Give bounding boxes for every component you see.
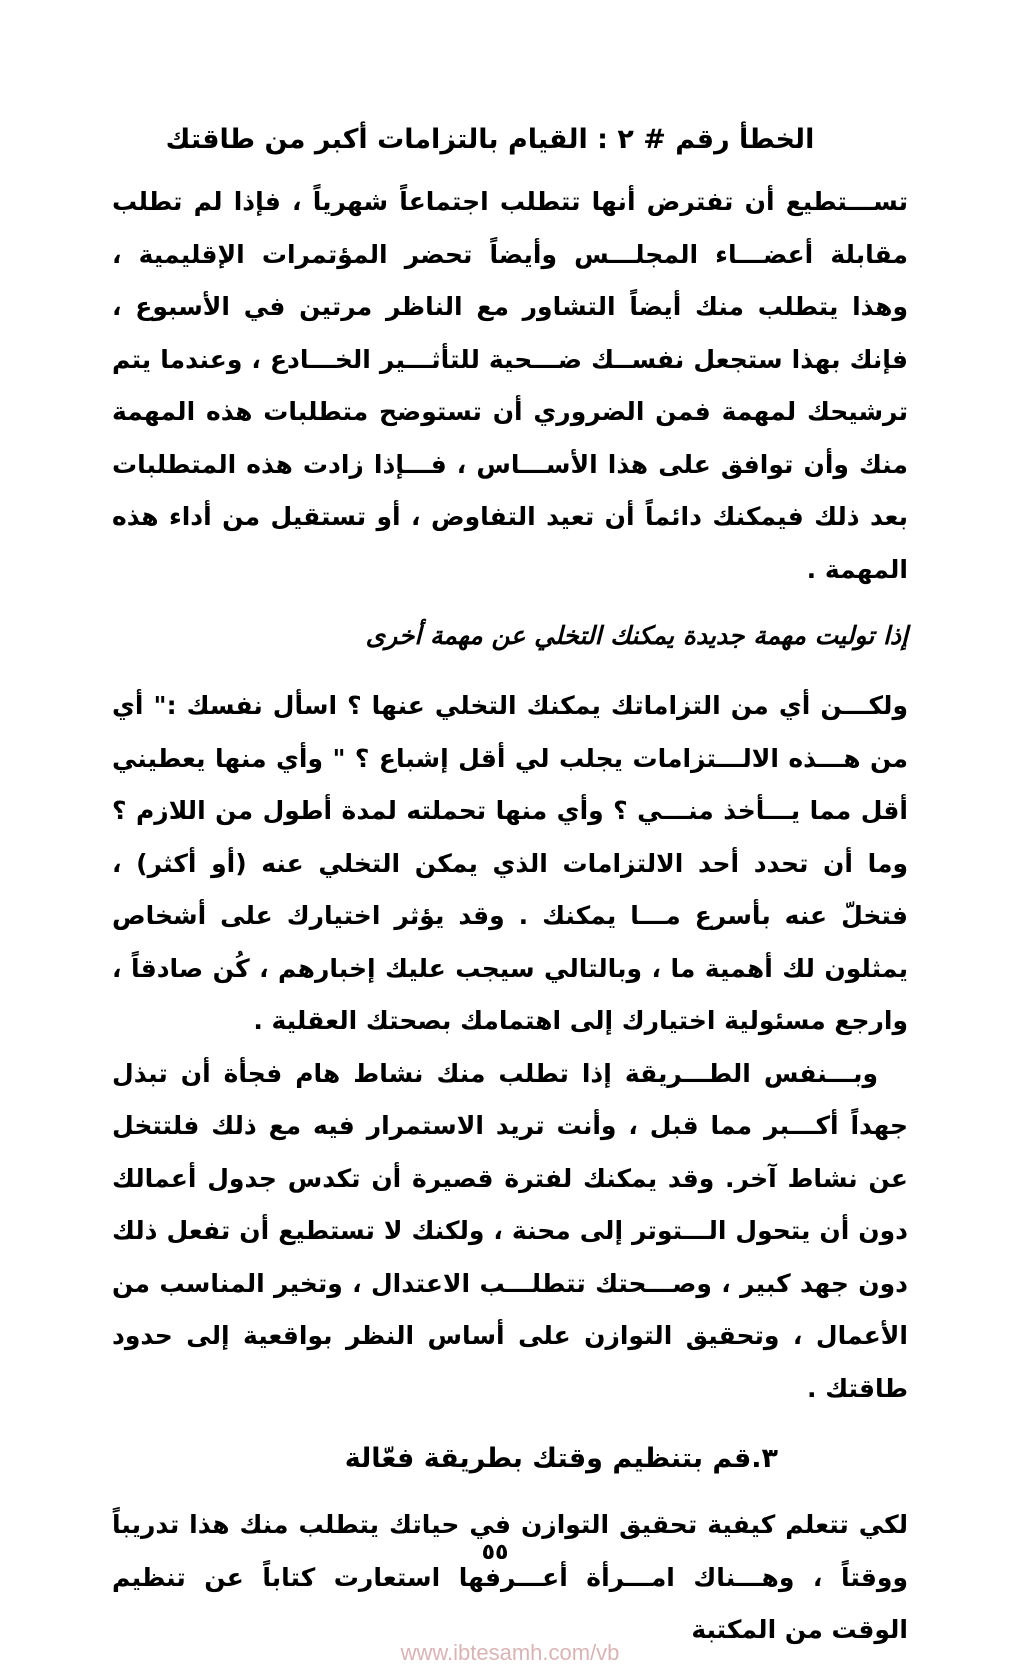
paragraph-commitments-intro: تســـتطيع أن تفترض أنها تتطلب اجتماعاً شهرياً ، فإذا لم تطلب مقابلة أعضـــاء المجلـــس وأيضاً تحضر المؤتمرات الإقليمية ، وهذا يتطلب منك أيضاً التشاور مع الناظر مرتين في الأسبوع ، فإنك بهذا ستجعل نفســك ضـــحية للتأثـــير الخـــادع ، وعندما يتم ترشيحك لمهمة فمن الضروري أن تستوضح متطلبات هذه المهمة منك وأن توافق على هذا الأســـاس ، فـــإذا زادت هذه المتطلبات بعد ذلك فيمكنك دائماً أن تعيد التفاوض ، أو تستقيل من أداء هذه المهمة . [112, 187, 908, 584]
page-title: الخطأ رقم # ٢ : القيام بالتزامات أكبر من طاقتك [165, 124, 815, 155]
watermark-url: www.ibtesamh.com/vb [400, 1640, 620, 1665]
paragraph-learn-balance: لكي تتعلم كيفية تحقيق التوازن في حياتك يتطلب منك هذا تدريباً ووقتاً ، وهـــناك امـــرأة أعـــرفها استعارت كتاباً عن تنظيم الوقت من المكتبة [112, 1510, 908, 1644]
subheading-new-task: إذا توليت مهمة جديدة يمكنك التخلي عن مهمة أخرى [365, 621, 908, 650]
book-page [112, 118, 908, 1657]
paragraph-same-way: وبـــنفس الطـــريقة إذا تطلب منك نشاط هام فجأة أن تبذل جهداً أكـــبر مما قبل ، وأنت تريد الاستمرار فيه مع ذلك فلتتخل عن نشاط آخر. وقد يمكنك لفترة قصيرة أن تكدس جدول أعمالك دون أن يتحول الـــتوتر إلى محنة ، ولكنك لا تستطيع أن تفعل ذلك دون جهد كبير ، وصـــحتك تتطلـــب الاعتدال ، وتخير المناسب من الأعمال ، وتحقيق التوازن على أساس النظر بواقعية إلى حدود طاقتك . [112, 1058, 908, 1403]
section-heading-organize-time: ٣.قم بتنظيم وقتك بطريقة فعّالة [344, 1443, 778, 1474]
paragraph-which-commitments: ولكـــن أي من التزاماتك يمكنك التخلي عنها ؟ اسأل نفسك :" أي من هـــذه الالـــتزامات يجلب لي أقل إشباع ؟ " وأي منها يعطيني أقل مما يـــأخذ منـــي ؟ وأي منها تحملته لمدة أطول من اللازم ؟ وما أن تحدد أحد الالتزامات الذي يمكن التخلي عنه (أو أكثر) ، فتخلّ عنه بأسرع مـــا يمكنك . وقد يؤثر اختيارك على أشخاص يمثلون لك أهمية ما ، وبالتالي سيجب عليك إخبارهم ، كُن صادقاً ، وارجع مسئولية اختيارك إلى اهتمامك بصحتك العقلية . [112, 691, 908, 1035]
page-number: ٥٥ [481, 1540, 509, 1565]
